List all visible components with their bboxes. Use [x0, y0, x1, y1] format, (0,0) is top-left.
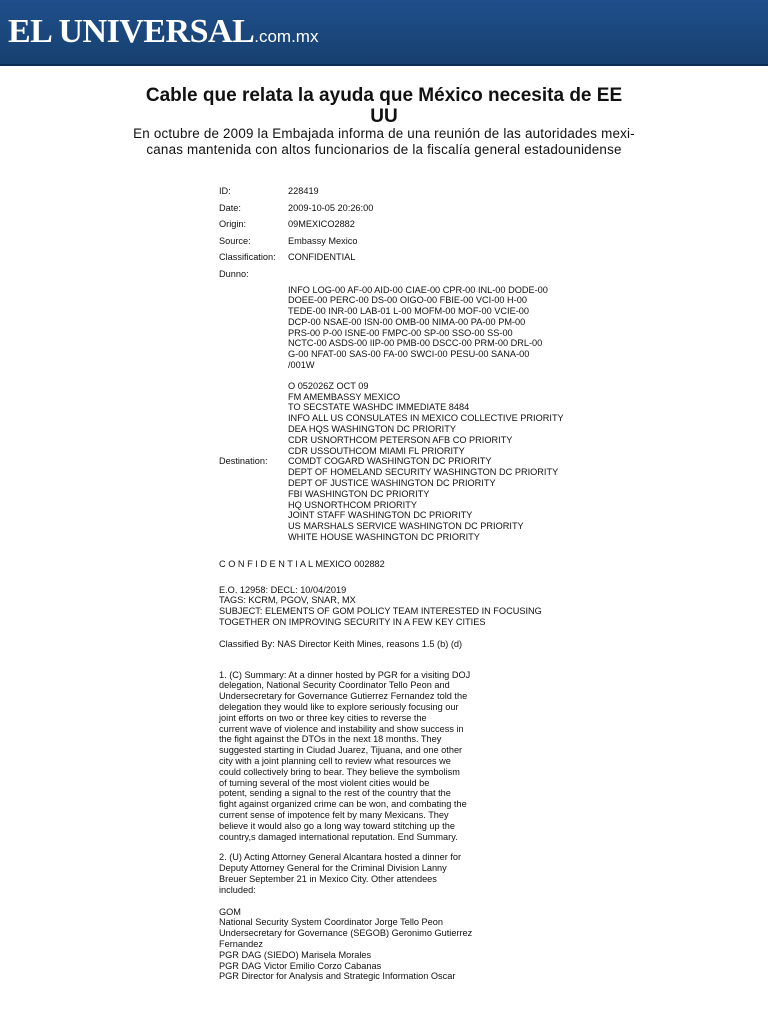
destination-label: Destination:: [219, 456, 268, 467]
date-label: Date:: [219, 202, 241, 213]
source-value: Embassy Mexico: [288, 235, 358, 246]
article-title: Cable que relata la ayuda que México necesita de EE UU: [145, 85, 623, 127]
attendees-paragraph: 2. (U) Acting Attorney General Alcantara hosted a dinner for Deputy Attorney General for the Criminal Division Lanny Breuer September 21 in Mexico City. Other attendees included:: [219, 852, 462, 895]
site-masthead: [0, 0, 768, 66]
cable-document: [219, 186, 639, 982]
id-label: ID:: [219, 186, 231, 196]
article-subtitle: En octubre de 2009 la Embajada informa de una reunión de las autoridades mexi-canas mantenida con altos funcionarios de la fiscalía general estadounidense: [133, 126, 635, 157]
source-label: Source:: [219, 235, 251, 246]
dunno-label: Dunno:: [219, 268, 249, 279]
logo-main-text: EL UNIVERSAL: [8, 13, 255, 50]
dunno-value: INFO LOG-00 AF-00 AID-00 CIAE-00 CPR-00 INL-00 DODE-00 DOEE-00 PERC-00 DS-00 OIGO-00 FBIE-00 VCI-00 H-00 TEDE-00 INR-00 LAB-01 L-00 MOFM-00 MOF-00 VCIE-00 DCP-00 NSAE-00 ISN-00 OMB-00 NIMA-00 PA-00 PM-00 PRS-00 P-00 ISNE-00 FMPC-00 SP-00 SSO-00 SS-00 NCTC-00 ASDS-00 IIP-00 PMB-00 DSCC-00 PRM-00 DRL-00 G-00 NFAT-00 SAS-00 FA-00 SWCI-00 PESU-00 SANA-00 /001W: [288, 284, 548, 371]
classified-by-line: Classified By: NAS Director Keith Mines, reasons 1.5 (b) (d): [219, 638, 463, 649]
classification-value: CONFIDENTIAL: [288, 252, 356, 262]
summary-paragraph: 1. (C) Summary: At a dinner hosted by PGR for a visiting DOJ delegation, National Security Coordinator Tello Peon and Undersecretary for Governance Gutierrez Fernandez told the delegation they would like to explore seriously focusing our joint efforts on two or three key cities to reverse the current wave of violence and instability and show success in the fight against the DTOs in the next 18 months. They suggested starting in Ciudad Juarez, Tijuana, and one other city with a joint planning cell to review what resources we could collectively bring to bear. They believe the symbolism of turning several of the most violent cities would be potent, sending a signal to the rest of the country that the fight against organized crime can be won, and combating the current sense of impotence felt by many Mexicans. They believe it would also go a long way toward stitching up the country,s damaged international reputation. End Summary.: [219, 669, 471, 842]
eo-block: E.O. 12958: DECL: 10/04/2019 TAGS: KCRM, PGOV, SNAR, MX SUBJECT: ELEMENTS OF GOM POLICY TEAM INTERESTED IN FOCUSING TOGETHER ON IMPROVING SECURITY IN A FEW KEY CITIES: [219, 584, 542, 628]
origin-label: Origin:: [219, 219, 247, 229]
id-value: 228419: [288, 186, 319, 196]
origin-value: 09MEXICO2882: [288, 219, 355, 229]
gom-attendees-list: GOM National Security System Coordinator Jorge Tello Peon Undersecretary for Governance (SEGOB) Geronimo Gutierrez Fernandez PGR DAG (SIEDO) Marisela Morales PGR DAG Victor Emilio Corzo Cabanas PGR Director for Analysis and Strategic Information Oscar: [219, 906, 473, 982]
logo-suffix-text: .com.mx: [254, 27, 319, 46]
site-logo[interactable]: [8, 14, 318, 55]
confidential-line: C O N F I D E N T I A L MEXICO 002882: [219, 558, 385, 569]
destination-value: O 052026Z OCT 09 FM AMEMBASSY MEXICO TO SECSTATE WASHDC IMMEDIATE 8484 INFO ALL US CONSULATES IN MEXICO COLLECTIVE PRIORITY DEA HQS WASHINGTON DC PRIORITY CDR USNORTHCOM PETERSON AFB CO PRIORITY CDR USSOUTHCOM MIAMI FL PRIORITY COMDT COGARD WASHINGTON DC PRIORITY DEPT OF HOMELAND SECURITY WASHINGTON DC PRIORITY DEPT OF JUSTICE WASHINGTON DC PRIORITY FBI WASHINGTON DC PRIORITY HQ USNORTHCOM PRIORITY JOINT STAFF WASHINGTON DC PRIORITY US MARSHALS SERVICE WASHINGTON DC PRIORITY WHITE HOUSE WASHINGTON DC PRIORITY: [288, 380, 564, 543]
date-value: 2009-10-05 20:26:00: [288, 202, 374, 213]
classification-label: Classification:: [219, 252, 276, 262]
